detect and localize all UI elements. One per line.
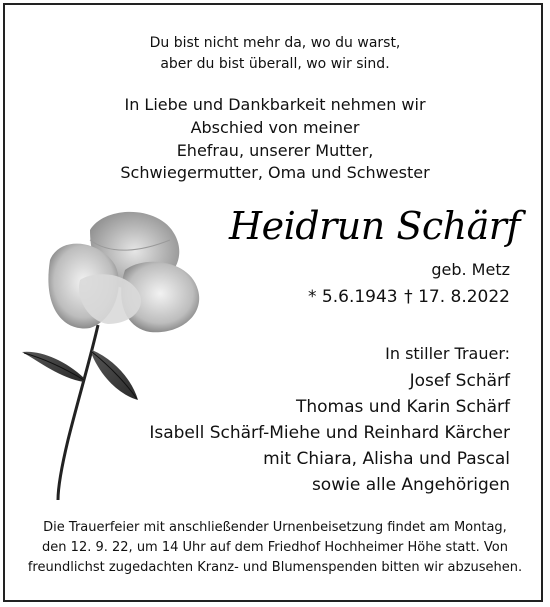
- mourner-line: Josef Schärf: [409, 371, 510, 391]
- footer-line-1: Die Trauerfeier mit anschließender Urnenbeisetzung findet am Montag,: [43, 520, 507, 535]
- intro-line-2: Abschied von meiner: [190, 118, 360, 137]
- footer-line-2: den 12. 9. 22, um 14 Uhr auf dem Friedhof Hochheimer Höhe statt. Von: [42, 540, 508, 555]
- death-date: † 17. 8.2022: [404, 287, 510, 307]
- rose-illustration-icon: [20, 200, 210, 510]
- mourners-heading: In stiller Trauer:: [385, 344, 510, 363]
- mourner-line: sowie alle Angehörigen: [311, 475, 510, 495]
- footer-line-3: freundlichst zugedachten Kranz- und Blumenspenden bitten wir abzusehen.: [27, 560, 523, 575]
- intro-line-3: Ehefrau, unserer Mutter,: [176, 141, 374, 160]
- deceased-name: Heidrun Schärf: [229, 204, 520, 248]
- motto-line-1: Du bist nicht mehr da, wo du warst,: [149, 35, 401, 51]
- mourner-line: mit Chiara, Alisha und Pascal: [263, 449, 510, 469]
- intro-line-1: In Liebe und Dankbarkeit nehmen wir: [124, 95, 426, 114]
- mourner-line: Thomas und Karin Schärf: [295, 397, 510, 417]
- intro-line-4: Schwiegermutter, Oma und Schwester: [120, 163, 430, 182]
- mourner-line: Isabell Schärf-Miehe und Reinhard Kärcher: [149, 423, 510, 443]
- motto-line-2: aber du bist überall, wo wir sind.: [160, 56, 390, 72]
- birth-name: geb. Metz: [431, 260, 510, 279]
- birth-date: * 5.6.1943: [308, 287, 398, 307]
